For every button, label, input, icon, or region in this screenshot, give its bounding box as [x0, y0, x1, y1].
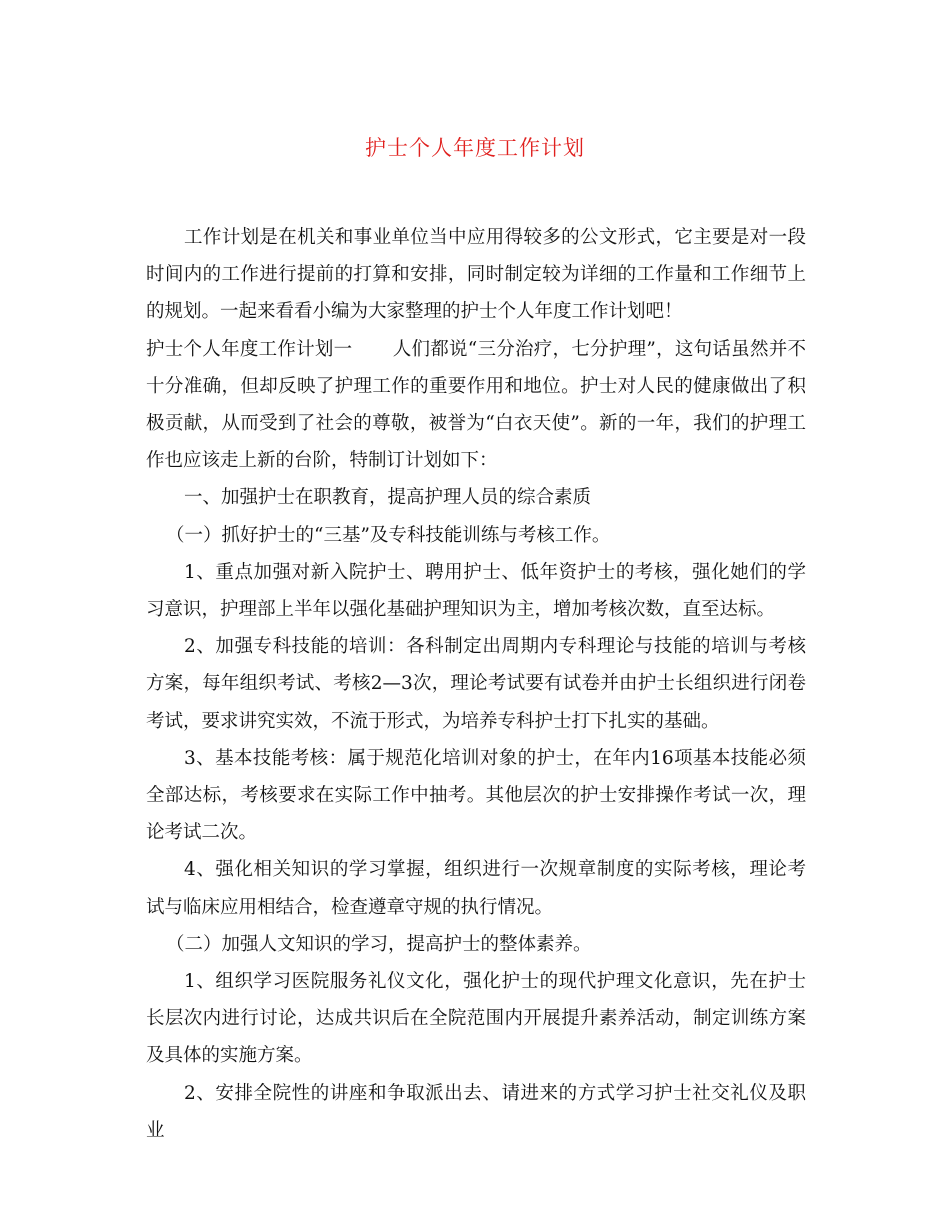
- document-body: [146, 219, 806, 1149]
- section-heading-1: 一、加强护士在职教育，提高护理人员的综合素质: [184, 487, 592, 509]
- plan-heading: 护士个人年度工作计划一: [146, 338, 353, 360]
- item-2-2: 2、安排全院性的讲座和争取派出去、请进来的方式学习护士社交礼仪及职业: [146, 1082, 806, 1141]
- subsection-heading-2: （二）加强人文知识的学习，提高护士的整体素养。: [166, 933, 592, 955]
- document-title: 护士个人年度工作计划: [365, 136, 585, 160]
- item-1-4: 4、强化相关知识的学习掌握，组织进行一次规章制度的实际考核，理论考试与临床应用相结合，检查遵章守规的执行情况。: [146, 859, 806, 918]
- item-1-3: 3、基本技能考核：属于规范化培训对象的护士，在年内16项基本技能必须全部达标，考核要求在实际工作中抽考。其他层次的护士安排操作考试一次，理论考试二次。: [146, 747, 806, 844]
- item-1-1: 1、重点加强对新入院护士、聘用护士、低年资护士的考核，强化她们的学习意识，护理部上半年以强化基础护理知识为主，增加考核次数，直至达标。: [146, 561, 806, 621]
- plan-paragraph: [146, 331, 806, 480]
- item-2-1: 1、组织学习医院服务礼仪文化，强化护士的现代护理文化意识，先在护士长层次内进行讨论，达成共识后在全院范围内开展提升素养活动，制定训练方案及具体的实施方案。: [146, 971, 806, 1067]
- intro-paragraph: 工作计划是在机关和事业单位当中应用得较多的公文形式，它主要是对一段时间内的工作进行提前的打算和安排，同时制定较为详细的工作量和工作细节上的规划。一起来看看小编为大家整理的护士个人年度工作计划吧！: [146, 227, 806, 323]
- subsection-heading-1: （一）抓好护士的“三基”及专科技能训练与考核工作。: [166, 524, 611, 546]
- plan-intro: 人们都说“三分治疗，七分护理”，这句话虽然并不十分准确，但却反映了护理工作的重要作用和地位。护士对人民的健康做出了积极贡献，从而受到了社会的尊敬，被誉为“白衣天使”。新的一年，我们的护理工作也应该走上新的台阶，特制订计划如下：: [146, 338, 806, 472]
- item-1-2: 2、加强专科技能的培训：各科制定出周期内专科理论与技能的培训与考核方案，每年组织考试、考核2—3次，理论考试要有试卷并由护士长组织进行闭卷考试，要求讲究实效，不流于形式，为培养专科护士打下扎实的基础。: [146, 636, 806, 732]
